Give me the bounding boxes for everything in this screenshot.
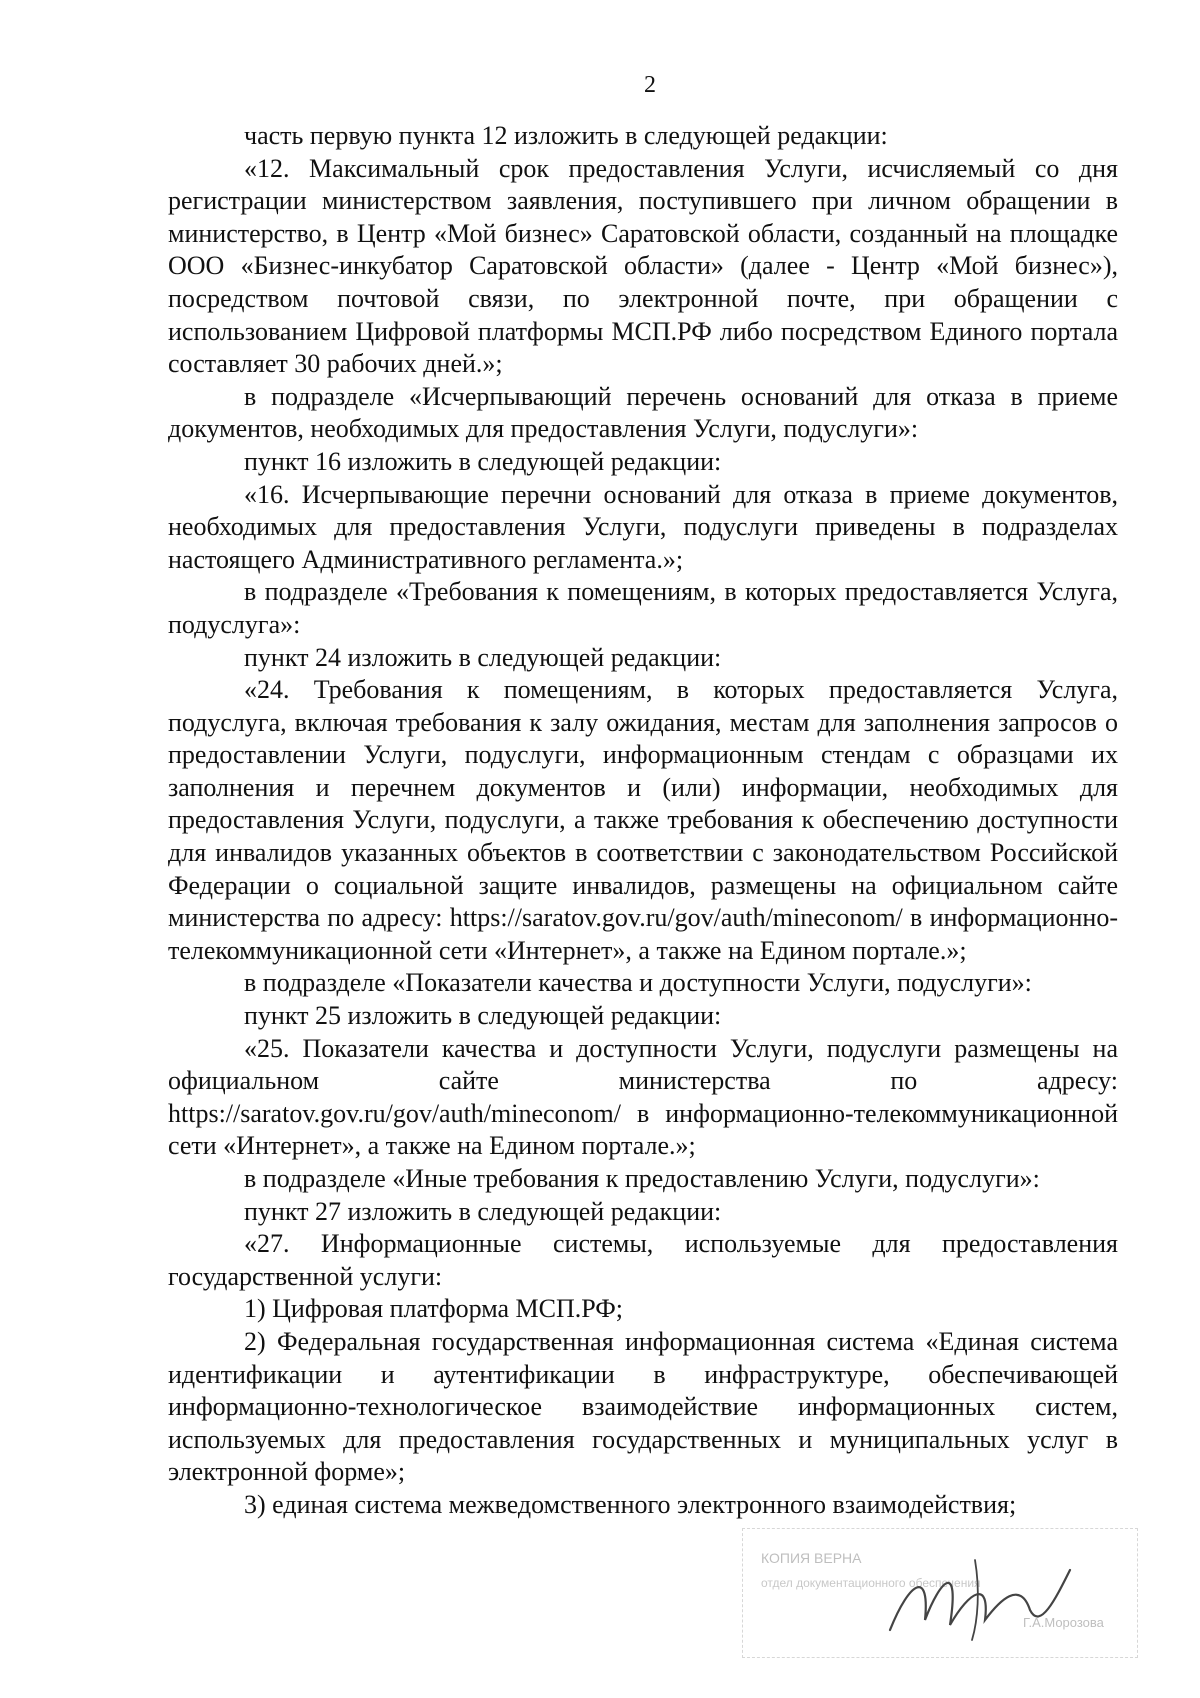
- paragraph: «27. Информационные системы, используемые для предоставления государственной услуги:: [168, 1229, 1118, 1291]
- paragraph: в подразделе «Иные требования к предоставлению Услуги, подуслуги»:: [244, 1164, 1040, 1193]
- paragraph: в подразделе «Исчерпывающий перечень оснований для отказа в приеме документов, необходимых для предоставления Услуги, подуслуги»:: [168, 381, 1118, 444]
- page-number: 2: [644, 72, 656, 98]
- signature: [880, 1540, 1080, 1650]
- stamp-line-3: Г.А.Морозова: [1023, 1615, 1104, 1630]
- paragraph: пункт 27 изложить в следующей редакции:: [244, 1196, 722, 1226]
- paragraph: пункт 24 изложить в следующей редакции:: [244, 642, 722, 672]
- paragraph: 2) Федеральная государственная информационная система «Единая система идентификации и аутентификации в инфраструктуре, обеспечивающей информационно-технологическое взаимодействие информационных систем, используемых для предоставления государственных и муниципальных услуг в электронной форме»;: [168, 1326, 1118, 1487]
- paragraph: 3) единая система межведомственного электронного взаимодействия;: [244, 1489, 1017, 1519]
- paragraph: 1) Цифровая платформа МСП.РФ;: [244, 1294, 624, 1324]
- paragraph: пункт 25 изложить в следующей редакции:: [244, 1001, 722, 1031]
- paragraph: «24. Требования к помещениям, в которых предоставляется Услуга, подуслуга, включая требования к залу ожидания, местам для заполнения запросов о предоставлении Услуги, подуслуги, информационным стендам с образцами их заполнения и перечнем документов и (или) информации, необходимых для предоставления Услуги, подуслуги, а также требования к обеспечению доступности для инвалидов указанных объектов в соответствии с законодательством Российской Федерации о социальной защите инвалидов, размещены на официальном сайте министерства по адресу: https://saratov.gov.ru/gov/auth/mineconom/ в информационно-телекоммуникационной сети «Интернет», а также на Едином портале.»;: [168, 675, 1118, 965]
- paragraph: часть первую пункта 12 изложить в следующей редакции:: [244, 121, 888, 150]
- document-body: [168, 120, 1118, 1522]
- paragraph: «12. Максимальный срок предоставления Услуги, исчисляемый со дня регистрации министерством заявления, поступившего при личном обращении в министерство, в Центр «Мой бизнес» Саратовской области, созданный на площадке ООО «Бизнес-инкубатор Саратовской области» (далее - Центр «Мой бизнес»), посредством почтовой связи, по электронной почте, при обращении с использованием Цифровой платформы МСП.РФ либо посредством Единого портала составляет 30 рабочих дней.»;: [168, 153, 1118, 379]
- paragraph: «16. Исчерпывающие перечни оснований для отказа в приеме документов, необходимых для предоставления Услуги, подуслуги приведены в подразделах настоящего Административного регламента.»;: [168, 479, 1118, 574]
- paragraph: пункт 16 изложить в следующей редакции:: [244, 446, 722, 476]
- paragraph: «25. Показатели качества и доступности Услуги, подуслуги размещены на официальном сайте министерства по адресу: https://saratov.gov.ru/gov/auth/mineconom/ в информационно-телекоммуникационной сети «Интернет», а также на Едином портале.»;: [168, 1033, 1118, 1161]
- stamp-line-1: КОПИЯ ВЕРНА: [761, 1550, 862, 1566]
- paragraph: в подразделе «Показатели качества и доступности Услуги, подуслуги»:: [244, 968, 1032, 998]
- stamp-line-2: отдел документационного обеспечения: [761, 1576, 981, 1590]
- paragraph: в подразделе «Требования к помещениям, в которых предоставляется Услуга, подуслуга»:: [168, 577, 1118, 639]
